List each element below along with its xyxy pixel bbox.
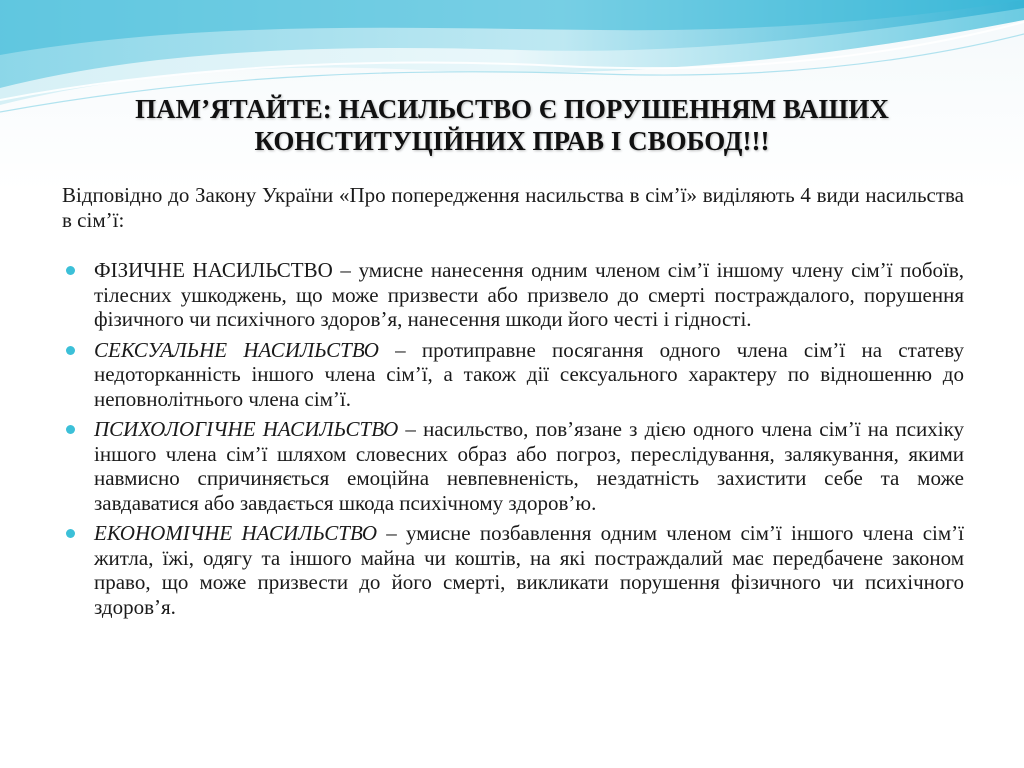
term-sexual: СЕКСУАЛЬНЕ НАСИЛЬСТВО [94,337,379,362]
violence-types-list [62,258,964,619]
list-item [62,521,964,619]
intro-paragraph: Відповідно до Закону України «Про попередження насильства в сім’ї» виділяють 4 види насильства в сім’ї: [62,183,964,232]
definition-economic: – умисне позбавлення одним членом сім’ї іншого члена сім’ї житла, їжі, одягу та іншого майна чи коштів, на які постраждалий має передбачене законом право, що може призвести до його смерті, викликати порушення фізичного чи психічного здоров’я. [94,521,964,619]
bullet-icon [66,346,75,355]
list-item [62,417,964,515]
slide-body [62,183,964,625]
term-physical: ФІЗИЧНЕ НАСИЛЬСТВО [94,258,333,282]
bullet-icon [66,529,75,538]
bullet-icon [66,425,75,434]
term-psychological: ПСИХОЛОГІЧНЕ НАСИЛЬСТВО [94,417,399,441]
title-line-2: КОНСТИТУЦІЙНИХ ПРАВ І СВОБОД!!! [254,126,770,156]
term-economic: ЕКОНОМІЧНЕ НАСИЛЬСТВО [94,521,377,545]
definition-sexual: – протиправне посягання одного члена сім’ї на статеву недоторканність іншого члена сім’ї, а також дії сексуального характеру по відношенню до неповнолітнього члена сім’ї. [94,337,964,411]
list-item [62,258,964,332]
bullet-icon [66,266,75,275]
definition-physical: – умисне нанесення одним членом сім’ї іншому члену сім’ї побоїв, тілесних ушкоджень, що може призвести або призвело до смерті постраждалого, порушення фізичного чи психічного здоров’я, нанесення шкоди його честі і гідності. [94,258,964,331]
list-item [62,338,964,412]
title-line-1: ПАМ’ЯТАЙТЕ: НАСИЛЬСТВО Є ПОРУШЕННЯМ ВАШИХ [135,94,889,124]
definition-psychological: – насильство, пов’язане з дією одного члена сім’ї на психіку іншого члена сім’ї шляхом словесних образ або погроз, переслідування, залякування, якими навмисно спричиняється емоційна невпевненість, нездатність захистити себе та може завдаватися або завдається шкода психічному здоров’ю. [94,417,965,515]
slide-title [60,93,964,157]
